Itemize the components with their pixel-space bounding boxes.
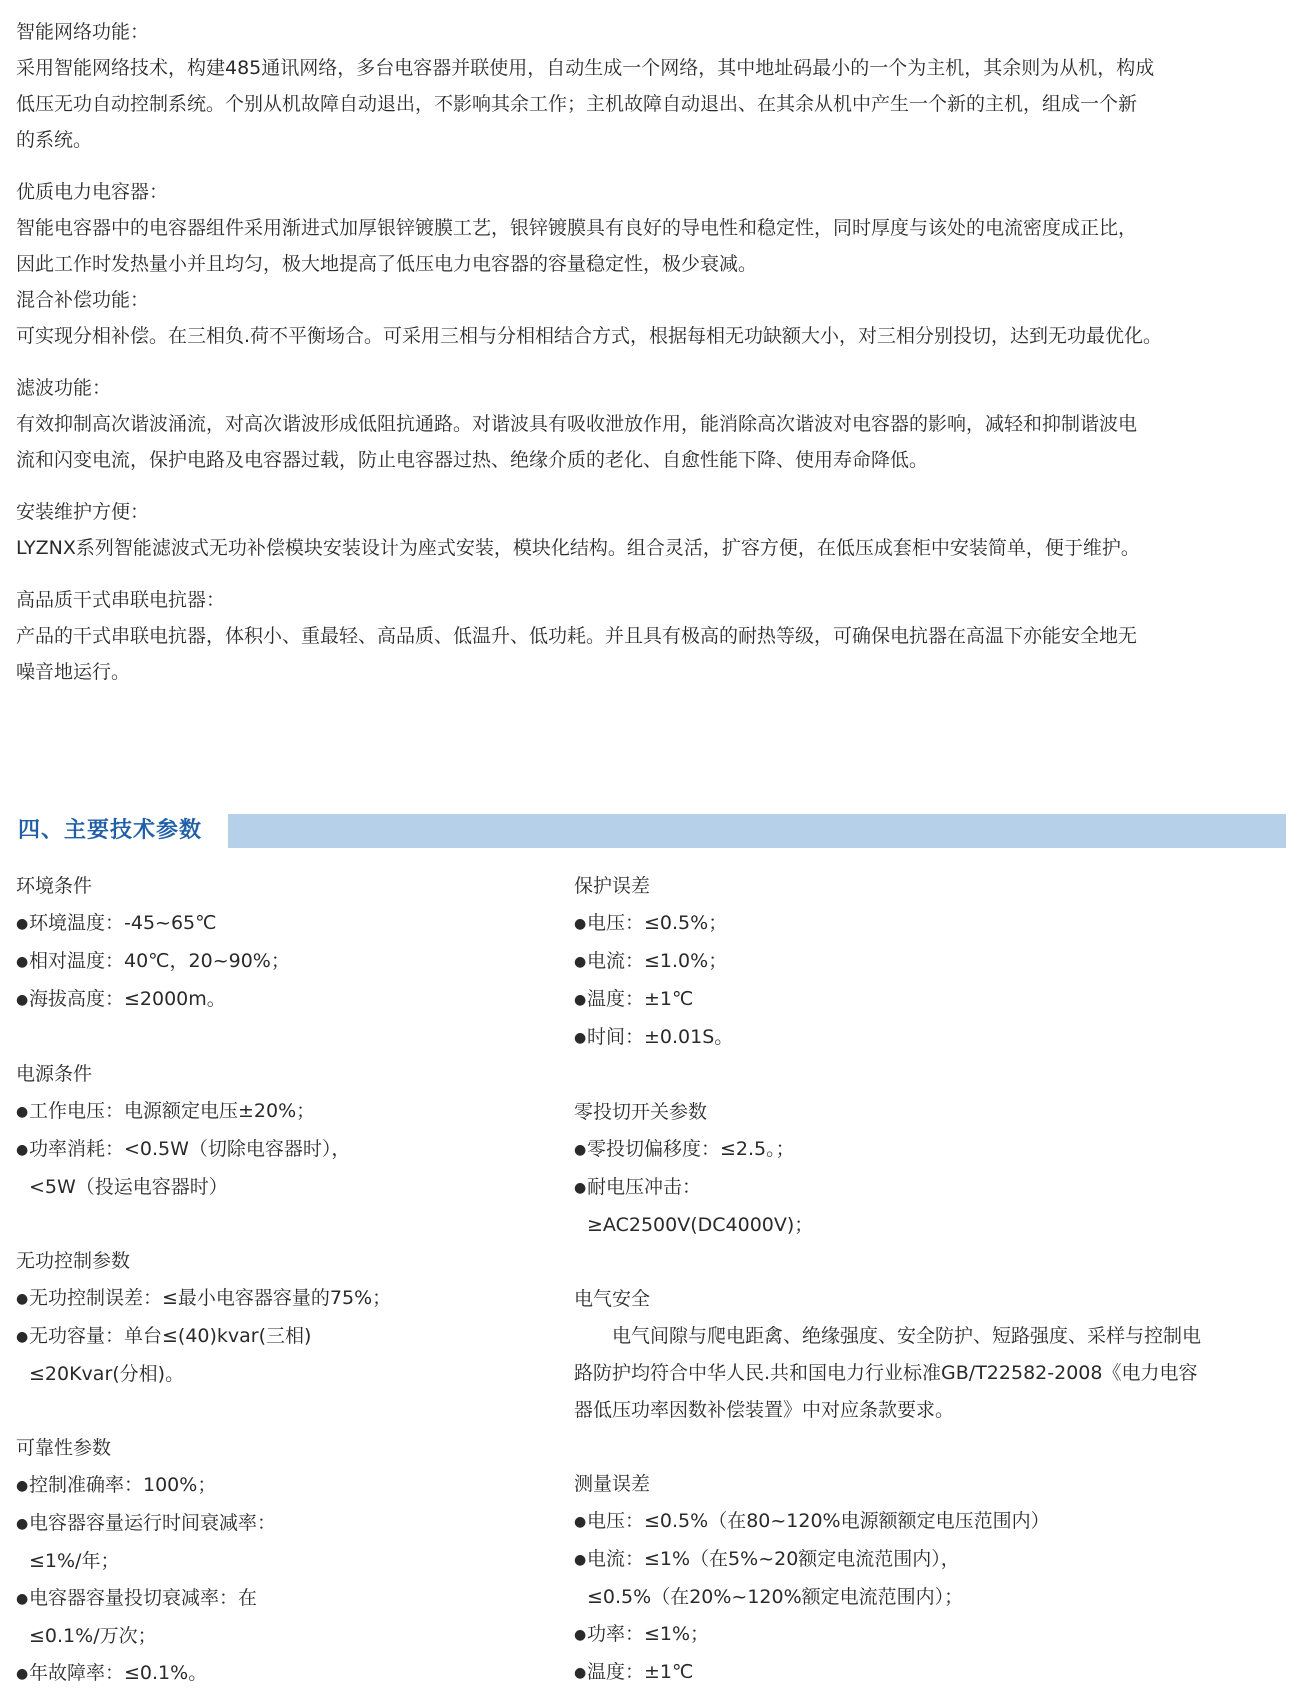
param-group-title: 环境条件 [16, 875, 93, 897]
param-item-text: 控制准确率：100%； [29, 1474, 217, 1496]
param-group-title: 电气安全 [574, 1288, 651, 1310]
feature-block [16, 14, 1286, 158]
param-item-text: 无功容量：单台≤(40)kvar(三相) [29, 1325, 312, 1347]
param-item-text: 耐电压冲击： [587, 1176, 702, 1198]
feature-text-line: LYZNX系列智能滤波式无功补偿模块安装设计为座式安装，模块化结构。组合灵活，扩容方便，在低压成套柜中安装简单，便于维护。 [16, 537, 1140, 559]
param-item [16, 943, 556, 981]
feature-text-line: 产品的干式串联电抗器，体积小、重最轻、高品质、低温升、低功耗。并且具有极高的耐热等级，可确保电抗器在高温下亦能安全地无 [16, 625, 1138, 647]
bullet-icon: ● [574, 1514, 587, 1530]
bullet-icon: ● [16, 1104, 29, 1120]
param-item-text: 电流：≤1.0%； [587, 950, 728, 972]
param-item-text: 功率：≤1%； [587, 1623, 710, 1645]
param-item-text: 电容器容量运行时间衰减率： [29, 1512, 277, 1534]
param-item-text: 功率消耗：<0.5W（切除电容器时）， [29, 1138, 351, 1160]
feature-text-line: 噪音地运行。 [16, 661, 131, 683]
feature-title: 高品质干式串联电抗器： [16, 589, 226, 611]
bullet-icon: ● [16, 1142, 29, 1158]
param-item-text: 电压：≤0.5%； [587, 912, 728, 934]
feature-title: 安装维护方便： [16, 501, 150, 523]
param-item [16, 1131, 556, 1169]
bullet-icon: ● [16, 1329, 29, 1345]
bullet-icon: ● [16, 1478, 29, 1494]
param-item [574, 1503, 1274, 1541]
feature-title: 优质电力电容器： [16, 181, 169, 203]
param-paragraph-line: 电气间隙与爬电距禽、绝缘强度、安全防护、短路强度、采样与控制电 [612, 1325, 1202, 1347]
section-header [16, 814, 1286, 848]
feature-block [16, 370, 1286, 478]
bullet-icon: ● [574, 992, 587, 1008]
param-group-title: 零投切开关参数 [574, 1101, 708, 1123]
bullet-icon: ● [16, 916, 29, 932]
param-item [574, 905, 1274, 943]
param-group-title: 无功控制参数 [16, 1250, 131, 1272]
bullet-icon: ● [574, 954, 587, 970]
param-group-title: 可靠性参数 [16, 1437, 112, 1459]
bullet-icon: ● [16, 1516, 29, 1532]
param-item-text: 时间：±0.01S。 [587, 1026, 734, 1048]
param-group-title: 电源条件 [16, 1063, 93, 1085]
section-title: 四、主要技术参数 [18, 818, 203, 843]
param-group-title: 测量误差 [574, 1473, 651, 1495]
param-item-continuation: ≤0.1%/万次； [29, 1625, 157, 1647]
feature-text-line: 流和闪变电流，保护电路及电容器过载，防止电容器过热、绝缘介质的老化、自愈性能下降、使用寿命降低。 [16, 449, 929, 471]
param-item-text: 电压：≤0.5%（在80~120%电源额额定电压范围内） [587, 1510, 1050, 1532]
feature-block [16, 282, 1286, 354]
param-item [16, 1580, 556, 1618]
param-item [16, 981, 556, 1019]
param-paragraph-line: 器低压功率因数补偿装置》中对应条款要求。 [574, 1399, 955, 1421]
bullet-icon: ● [574, 1030, 587, 1046]
feature-text-line: 的系统。 [16, 129, 93, 151]
param-item-continuation: ≤0.5%（在20%~120%额定电流范围内）； [587, 1586, 964, 1608]
bullet-icon: ● [574, 1665, 587, 1681]
param-item-continuation: ≥AC2500V(DC4000V)； [587, 1214, 814, 1236]
param-item [574, 981, 1274, 1019]
param-item [574, 1169, 1274, 1207]
param-item [574, 1131, 1274, 1169]
bullet-icon: ● [574, 916, 587, 932]
feature-text-line: 低压无功自动控制系统。个别从机故障自动退出，不影响其余工作；主机故障自动退出、在其余从机中产生一个新的主机，组成一个新 [16, 93, 1138, 115]
bullet-icon: ● [16, 1591, 29, 1607]
feature-title: 混合补偿功能： [16, 289, 150, 311]
bullet-icon: ● [16, 954, 29, 970]
feature-text-line: 采用智能网络技术，构建485通讯网络，多台电容器并联使用，自动生成一个网络，其中地址码最小的一个为主机，其余则为从机，构成 [16, 57, 1155, 79]
feature-text-line: 智能电容器中的电容器组件采用渐进式加厚银锌镀膜工艺，银锌镀膜具有良好的导电性和稳定性，同时厚度与该处的电流密度成正比， [16, 217, 1138, 239]
param-item [574, 1616, 1274, 1654]
params-left-column [16, 868, 556, 1693]
param-item [574, 1019, 1274, 1057]
bullet-icon: ● [574, 1142, 587, 1158]
param-item-text: 工作电压：电源额定电压±20%； [29, 1100, 316, 1122]
feature-title: 智能网络功能： [16, 21, 150, 43]
bullet-icon: ● [16, 1291, 29, 1307]
param-item [574, 1541, 1274, 1579]
section-header-band [228, 814, 1286, 848]
feature-text-line: 可实现分相补偿。在三相负.荷不平衡场合。可采用三相与分相相结合方式，根据每相无功缺额大小，对三相分别投切，达到无功最优化。 [16, 325, 1163, 347]
feature-block [16, 174, 1286, 282]
param-item-text: 电流：≤1%（在5%~20额定电流范围内）， [587, 1548, 960, 1570]
param-item-text: 无功控制误差：≤最小电容器容量的75%； [29, 1287, 392, 1309]
param-item-text: 年故障率：≤0.1%。 [29, 1662, 208, 1684]
bullet-icon: ● [574, 1180, 587, 1196]
param-item-continuation: ≤20Kvar(分相)。 [29, 1363, 185, 1385]
param-item [16, 1655, 556, 1693]
bullet-icon: ● [574, 1552, 587, 1568]
params-right-column [574, 868, 1274, 1692]
bullet-icon: ● [574, 1627, 587, 1643]
param-item-text: 温度：±1℃ [587, 1661, 694, 1683]
features-section [16, 14, 1286, 690]
param-item-text: 电容器容量投切衰减率：在 [29, 1587, 258, 1609]
param-item [574, 1654, 1274, 1692]
param-item-text: 温度：±1℃ [587, 988, 694, 1010]
param-group-title: 保护误差 [574, 875, 651, 897]
param-item [574, 943, 1274, 981]
param-item [16, 1093, 556, 1131]
param-item [16, 905, 556, 943]
feature-block [16, 494, 1286, 566]
bullet-icon: ● [16, 992, 29, 1008]
feature-text-line: 因此工作时发热量小并且均匀，极大地提高了低压电力电容器的容量稳定性，极少衰减。 [16, 253, 758, 275]
param-item-text: 相对温度：40℃，20~90%； [29, 950, 290, 972]
feature-block [16, 582, 1286, 690]
bullet-icon: ● [16, 1666, 29, 1682]
param-item-text: 海拔高度：≤2000m。 [29, 988, 226, 1010]
feature-text-line: 有效抑制高次谐波涌流，对高次谐波形成低阻抗通路。对谐波具有吸收泄放作用，能消除高次谐波对电容器的影响，减轻和抑制谐波电 [16, 413, 1138, 435]
param-paragraph-line: 路防护均符合中华人民.共和国电力行业标准GB/T22582-2008《电力电容 [574, 1362, 1198, 1384]
param-item-continuation: <5W（投运电容器时） [29, 1176, 228, 1198]
param-item [16, 1505, 556, 1543]
param-item-text: 零投切偏移度：≤2.5。； [587, 1138, 795, 1160]
param-item [16, 1318, 556, 1356]
feature-title: 滤波功能： [16, 377, 112, 399]
param-item [16, 1280, 556, 1318]
param-item-text: 环境温度：-45~65℃ [29, 912, 217, 934]
param-item-continuation: ≤1%/年； [29, 1550, 120, 1572]
param-item [16, 1467, 556, 1505]
